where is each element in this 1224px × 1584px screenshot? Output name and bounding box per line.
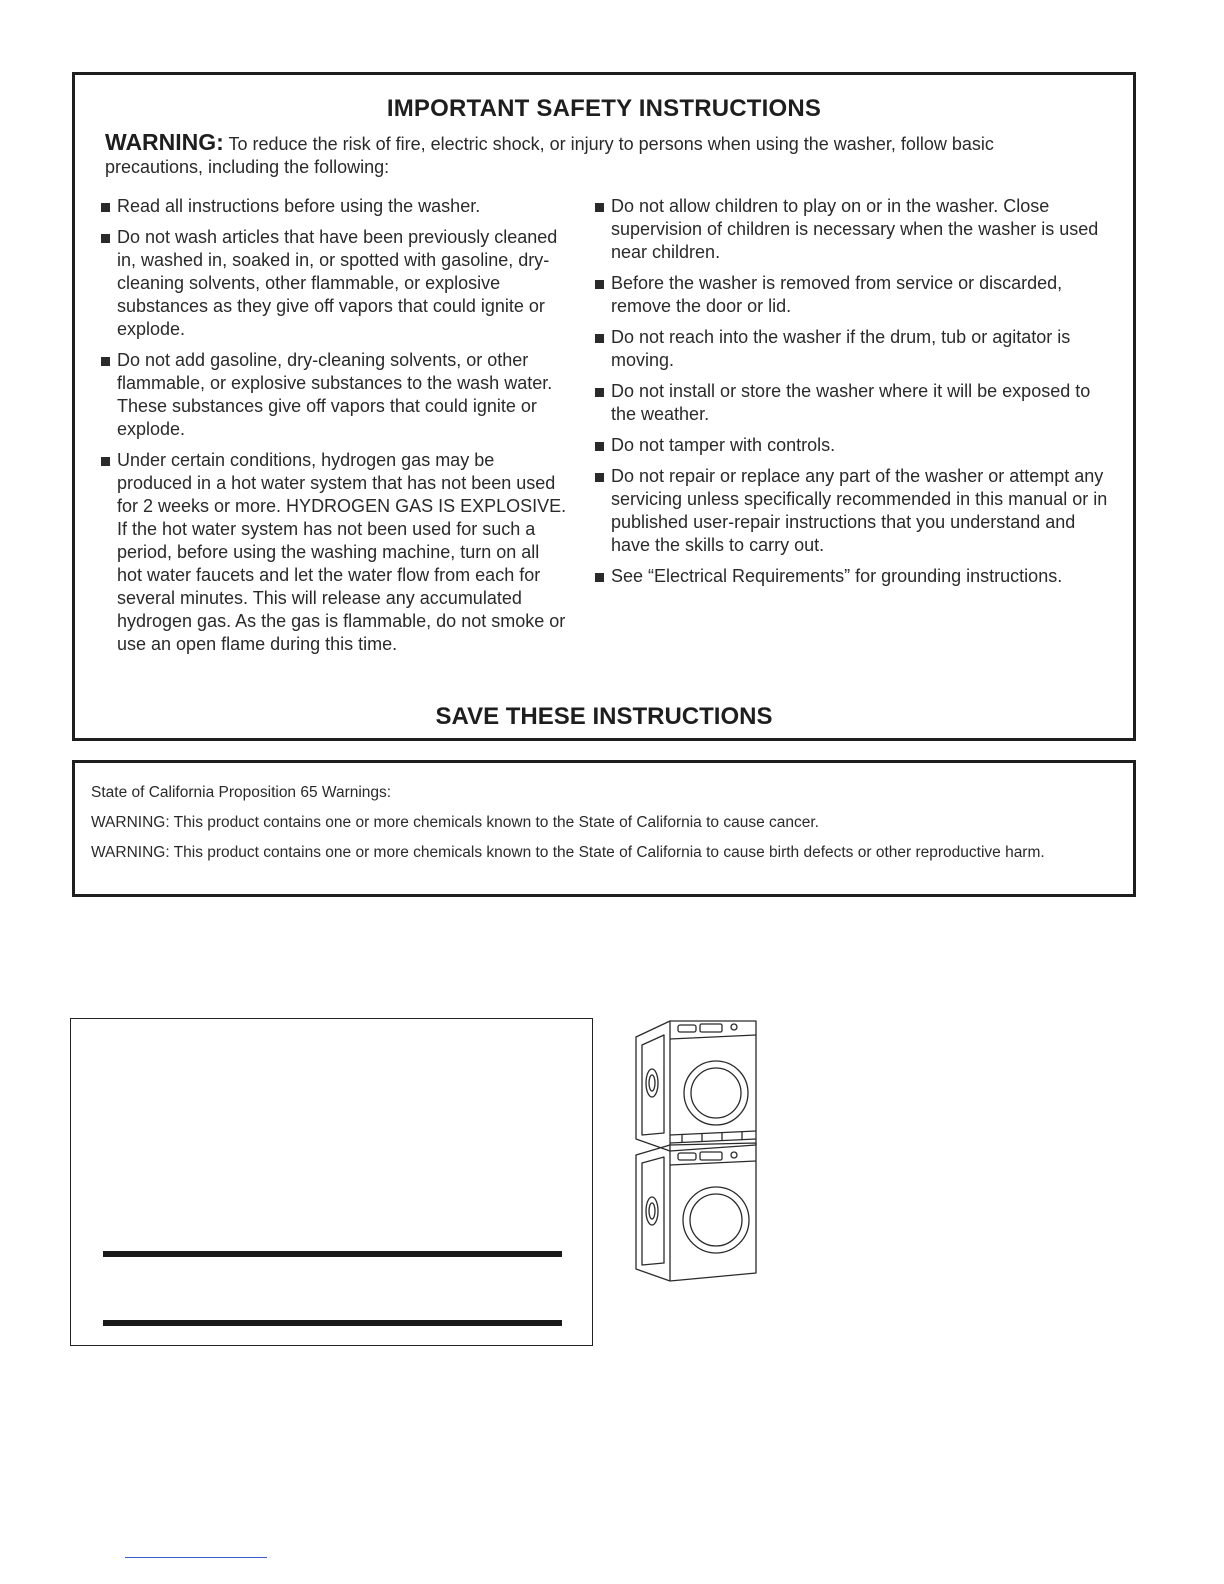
bullet-square-icon: [595, 334, 604, 343]
safety-title: IMPORTANT SAFETY INSTRUCTIONS: [386, 95, 822, 122]
instruction-item: See “Electrical Requirements” for grounding instructions.: [593, 565, 1113, 588]
bullet-square-icon: [595, 388, 604, 397]
instruction-item: Read all instructions before using the washer.: [99, 195, 569, 218]
safety-instructions-box: [72, 72, 1136, 741]
bullet-square-icon: [595, 473, 604, 482]
bullet-square-icon: [595, 573, 604, 582]
warning-intro: [105, 131, 1093, 179]
stacked-washer-dryer-icon: [630, 1015, 762, 1285]
bullet-square-icon: [101, 357, 110, 366]
bullet-square-icon: [595, 442, 604, 451]
instruction-item: Do not tamper with controls.: [593, 434, 1113, 457]
prop65-cancer-warning: WARNING: This product contains one or more chemicals known to the State of California to cause cancer.: [91, 814, 819, 831]
bullet-square-icon: [101, 234, 110, 243]
instruction-item: Do not reach into the washer if the drum, tub or agitator is moving.: [593, 326, 1113, 372]
left-instructions-column: [99, 195, 569, 664]
bullet-square-icon: [595, 203, 604, 212]
prop65-heading: State of California Proposition 65 Warnings:: [91, 784, 392, 801]
prop65-reproductive-warning: WARNING: This product contains one or more chemicals known to the State of California to cause birth defects or other reproductive harm.: [91, 844, 1045, 861]
save-instructions-title: SAVE THESE INSTRUCTIONS: [435, 703, 773, 730]
instruction-item: Do not add gasoline, dry-cleaning solvents, or other flammable, or explosive substances to the wash water. These substances give off vapors that could ignite or explode.: [99, 349, 569, 441]
blank-panel: [70, 1018, 593, 1346]
bullet-square-icon: [101, 457, 110, 466]
warning-text: To reduce the risk of fire, electric shock, or injury to persons when using the washer, follow basic precautions, including the following:: [105, 134, 994, 177]
divider-rule: [103, 1320, 562, 1326]
bullet-square-icon: [101, 203, 110, 212]
instruction-item: Under certain conditions, hydrogen gas may be produced in a hot water system that has not been used for 2 weeks or more. HYDROGEN GAS IS EXPLOSIVE. If the hot water system has not been used for such a period, before using the washing machine, turn on all hot water faucets and let the water flow from each for several minutes. This will release any accumulated hydrogen gas. As the gas is flammable, do not smoke or use an open flame during this time.: [99, 449, 569, 656]
instruction-item: Do not repair or replace any part of the washer or attempt any servicing unless specifically recommended in this manual or in published user-repair instructions that you understand and have the skills to carry out.: [593, 465, 1113, 557]
warning-label: WARNING:: [105, 129, 224, 155]
instruction-item: Do not wash articles that have been previously cleaned in, washed in, soaked in, or spotted with gasoline, dry-cleaning solvents, other flammable, or explosive substances as they give off vapors that could ignite or explode.: [99, 226, 569, 341]
right-instructions-column: [593, 195, 1113, 596]
footer-link-underline: [125, 1557, 267, 1558]
instruction-item: Do not install or store the washer where it will be exposed to the weather.: [593, 380, 1113, 426]
divider-rule: [103, 1251, 562, 1257]
bullet-square-icon: [595, 280, 604, 289]
instruction-item: Do not allow children to play on or in the washer. Close supervision of children is necessary when the washer is used near children.: [593, 195, 1113, 264]
prop65-warning-box: [72, 760, 1136, 897]
instruction-item: Before the washer is removed from service or discarded, remove the door or lid.: [593, 272, 1113, 318]
